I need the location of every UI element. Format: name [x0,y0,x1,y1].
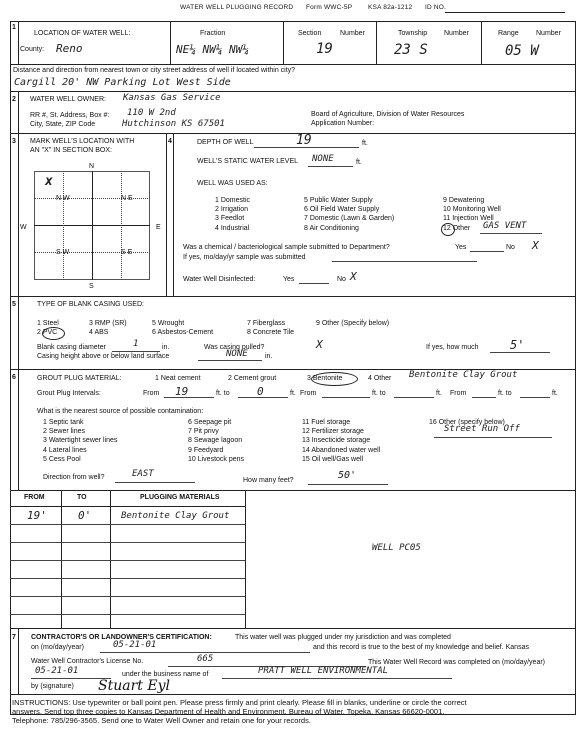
id-label: ID NO. [425,4,447,11]
grout-type-2[interactable]: 2 Cement grout [228,375,277,382]
plug-materials-header: PLUGGING MATERIALS [140,494,220,501]
compass-w: W [20,224,27,231]
range-number-label: Number [536,30,561,37]
mark-label: MARK WELL'S LOCATION WITH [30,138,135,145]
footer-line-3: Telephone: 785/296-3565. Send one to Water Well Owner and retain one for your records. [12,716,311,725]
casing-type-8[interactable]: 8 Concrete Tile [247,329,295,336]
direction-label: Direction from well? [43,474,105,481]
disinfected-label: Water Well Disinfected: [183,276,256,283]
on-value[interactable]: 05-21-01 [113,640,157,650]
application-label: Application Number: [311,120,375,127]
section-number-label: Number [340,30,365,37]
depth-value[interactable]: 19 [296,133,312,148]
source-3[interactable]: 3 Watertight sewer lines [43,437,118,444]
how-much-label: If yes, how much [426,344,479,351]
grout-type-4[interactable]: 4 Other [368,375,392,382]
casing-type-4[interactable]: 4 ABS [89,329,109,336]
casing-label: TYPE OF BLANK CASING USED: [37,301,144,308]
plug-note[interactable]: WELL PC05 [372,543,421,553]
interval-to-2: ft. to [372,390,386,397]
direction-value[interactable]: EAST [132,469,154,479]
diameter-value[interactable]: 1 [133,339,139,349]
section-5-number: 5 [12,301,16,308]
signature-label: by (signature) [31,683,74,690]
source-12[interactable]: 12 Fertilizer storage [302,428,364,435]
interval-ft-3: ft. [552,390,558,397]
use-11[interactable]: 11 Injection Well [443,215,494,222]
source-other-value[interactable]: Street Run Off [444,424,520,434]
source-9[interactable]: 9 Feedyard [188,447,224,454]
township-value[interactable]: 23 S [394,42,428,58]
location-label: LOCATION OF WATER WELL: [34,30,131,37]
source-11[interactable]: 11 Fuel storage [302,419,351,426]
disinfected-no[interactable]: No [337,276,346,283]
source-1[interactable]: 1 Septic tank [43,419,84,426]
use-9[interactable]: 9 Dewatering [443,197,485,204]
interval-from-3: From [450,390,467,397]
interval-from-value[interactable]: 19 [175,385,189,398]
county-value[interactable]: Reno [56,42,83,55]
form-title: WATER WELL PLUGGING RECORD [180,4,294,11]
owner-label: WATER WELL OWNER: [30,96,106,103]
section-value[interactable]: 19 [316,41,333,57]
range-value[interactable]: 05 W [505,43,539,59]
how-many-value[interactable]: 50' [338,470,357,481]
grout-type-3[interactable]: 3 Bentonite [307,375,343,382]
cert-label: CONTRACTOR'S OR LANDOWNER'S CERTIFICATION: [31,634,212,641]
compass-s: S [89,283,94,290]
mark-label-2: AN "X" IN SECTION BOX: [30,147,112,154]
range-label: Range [498,30,519,37]
section-3-number: 3 [12,138,16,145]
height-in: in. [265,353,273,360]
casing-type-5[interactable]: 5 Wrought [152,320,185,327]
compass-n: N [89,163,95,170]
height-label: Casing height above or below land surface [37,353,170,360]
license-value[interactable]: 665 [197,654,214,664]
casing-type-7[interactable]: 7 Fiberglass [247,320,286,327]
signature-value[interactable]: Stuart Eyl [98,678,170,694]
casing-type-9[interactable]: 9 Other (Specify below) [316,320,390,327]
plug-row-from[interactable]: 19' [27,509,47,522]
rr-value[interactable]: 110 W 2nd [127,108,176,118]
distance-label: Distance and direction from nearest town or city street address of well if located within city? [13,67,296,74]
source-8[interactable]: 8 Sewage lagoon [188,437,243,444]
interval-ft-1: ft. [290,390,296,397]
grout-label: GROUT PLUG MATERIAL: [37,375,122,382]
board-label: Board of Agriculture, Division of Water Resources [311,111,465,118]
city-value[interactable]: Hutchinson KS 67501 [122,119,225,129]
quadrant-ne: N E [121,195,133,202]
on-label: on (mo/day/year) [31,644,84,651]
static-value[interactable]: NONE [312,154,334,164]
township-number-label: Number [444,30,469,37]
grout-type-1[interactable]: 1 Neat cement [155,375,201,382]
fraction-value[interactable]: NE¼ NW¼ NW¼ [176,43,249,56]
business-label: under the business name of [122,671,209,678]
plug-row-material[interactable]: Bentonite Clay Grout [121,511,230,521]
depth-label: DEPTH OF WELL [197,139,254,146]
use-1[interactable]: 1 Domestic [215,197,251,204]
casing-type-3[interactable]: 3 RMP (SR) [89,320,127,327]
use-7[interactable]: 7 Domestic (Lawn & Garden) [304,215,395,222]
pvc-circle [42,327,65,340]
section-7-number: 7 [12,634,16,641]
interval-ft-2: ft. [436,390,442,397]
use-12[interactable]: 12 Other [443,225,471,232]
plug-row-to[interactable]: 0' [78,509,92,522]
pulled-label: Was casing pulled? [204,344,265,351]
license-label: Water Well Contractor's License No. [31,658,144,665]
disinfected-no-mark[interactable]: X [350,270,357,283]
fraction-label: Fraction [200,30,226,37]
source-6[interactable]: 6 Seepage pit [188,419,232,426]
compass-e: E [156,224,161,231]
grout-other-value[interactable]: Bentonite Clay Grout [409,370,518,380]
distance-value[interactable]: Cargill 20' NW Parking Lot West Side [14,77,231,88]
source-label: What is the nearest source of possible contamination: [37,408,204,415]
true-text: and this record is true to the best of my knowledge and belief. Kansas [313,644,529,651]
height-value[interactable]: NONE [226,349,248,359]
footer-line-2: answers. Send top three copies to Kansas Department of Health and Environment, Bureau of Water, Topeka, Kansas 66620-0001. [12,707,445,716]
source-7[interactable]: 7 Pit privy [188,428,219,435]
source-10[interactable]: 10 Livestock pens [188,456,245,463]
rr-label: RR #, St. Address, Box #: [30,112,110,119]
how-much-value[interactable]: 5' [510,338,525,352]
section-1-number: 1 [12,24,16,31]
intervals-label: Grout Plug Intervals: [37,390,101,397]
footer-line-1: INSTRUCTIONS: Use typewriter or ball point pen. Please press firmly and print clearly. Please fill in blanks, underline or circle the correct [12,698,467,707]
source-14[interactable]: 14 Abandoned water well [302,447,381,454]
section-label: Section [298,30,322,37]
chemical-no[interactable]: No [506,244,515,251]
use-other-value[interactable]: GAS VENT [483,221,527,231]
interval-to-3: ft. to [498,390,512,397]
township-label: Township [398,30,428,37]
chemical-label: Was a chemical / bacteriological sample submitted to Department? [183,244,390,251]
interval-to-value[interactable]: 0 [257,385,264,398]
completed-label: This Water Well Record was completed on (mo/day/year) [368,659,546,666]
owner-value[interactable]: Kansas Gas Service [123,93,221,103]
used-label: WELL WAS USED AS: [197,180,268,187]
quadrant-se: S E [121,249,133,256]
use-8[interactable]: 8 Air Conditioning [304,225,359,232]
if-yes-label: If yes, mo/day/yr sample was submitted [183,254,306,261]
static-ft: ft. [356,159,362,166]
plug-from-header: FROM [24,494,45,501]
use-6[interactable]: 6 Oil Field Water Supply [304,206,380,213]
county-label: County: [20,46,45,53]
business-value[interactable]: PRATT WELL ENVIRONMENTAL [258,666,389,676]
casing-type-1[interactable]: 1 Steel [37,320,59,327]
use-4[interactable]: 4 Industrial [215,225,250,232]
bentonite-circle [311,372,358,386]
source-15[interactable]: 15 Oil well/Gas well [302,456,364,463]
interval-to-1: ft. to [216,390,230,397]
use-10[interactable]: 10 Monitoring Well [443,206,501,213]
interval-from-1: From [143,390,160,397]
chemical-no-mark[interactable]: X [532,239,539,252]
source-2[interactable]: 2 Sewer lines [43,428,86,435]
completed-value[interactable]: 05-21-01 [35,666,79,676]
casing-type-2[interactable]: 2 PVC [37,329,58,336]
plug-to-header: TO [77,494,87,501]
chemical-yes[interactable]: Yes [455,244,467,251]
use-12-circle [441,223,455,236]
cert-text: This water well was plugged under my jurisdiction and was completed [235,634,451,641]
city-label: City, State, ZIP Code [30,121,96,128]
section-6-number: 6 [12,374,16,381]
quadrant-sw: S W [56,249,70,256]
depth-ft: ft. [362,140,368,147]
diameter-label: Blank casing diameter [37,344,106,351]
well-location-mark[interactable]: x [45,174,53,189]
casing-type-6[interactable]: 6 Asbestos-Cement [152,329,214,336]
pulled-yes-mark[interactable]: X [316,338,323,351]
source-13[interactable]: 13 Insecticide storage [302,437,371,444]
quadrant-nw: N W [56,195,70,202]
ksa-number: KSA 82a-1212 [368,4,413,11]
section-2-number: 2 [12,96,16,103]
static-label: WELL'S STATIC WATER LEVEL [197,158,299,165]
disinfected-yes[interactable]: Yes [283,276,295,283]
use-5[interactable]: 5 Public Water Supply [304,197,373,204]
form-number: Form WWC-5P [306,4,353,11]
source-4[interactable]: 4 Lateral lines [43,447,87,454]
source-5[interactable]: 5 Cess Pool [43,456,81,463]
use-2[interactable]: 2 Irrigation [215,206,249,213]
section-4-number: 4 [168,138,172,145]
interval-from-2: From [300,390,317,397]
how-many-label: How many feet? [243,477,294,484]
source-16[interactable]: 16 Other (specify below) [429,419,505,426]
diameter-in: in. [162,344,170,351]
use-3[interactable]: 3 Feedlot [215,215,245,222]
